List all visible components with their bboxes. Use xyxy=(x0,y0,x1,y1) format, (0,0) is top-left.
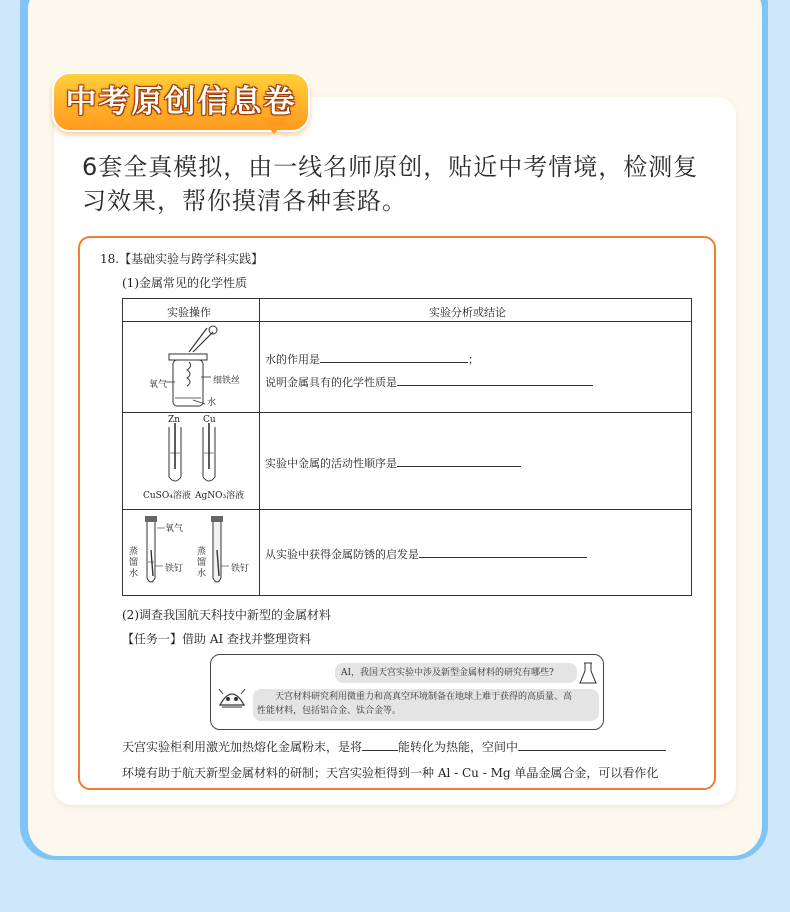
table-column-divider xyxy=(259,299,260,595)
answer-blank[interactable] xyxy=(397,454,521,467)
label-zn: Zn xyxy=(168,415,181,425)
answer-blank[interactable] xyxy=(518,738,666,751)
glass-plate xyxy=(169,354,207,360)
description-line-1: 6套全真模拟，由一线名师原创，贴近中考情境，检测复 xyxy=(82,153,699,181)
description-line-2: 习效果，帮你摸清各种套路。 xyxy=(82,187,407,215)
body-line-1 xyxy=(122,738,666,755)
question-heading: 18.【基础实验与跨学科实践】 xyxy=(100,252,264,266)
exam-paper-sample xyxy=(78,236,716,790)
label-oxygen-2: 氧气 xyxy=(165,524,184,534)
badge-tail xyxy=(260,118,288,134)
description xyxy=(82,150,712,218)
nail-left xyxy=(151,550,153,576)
label-nail-a: 铁钉 xyxy=(165,564,184,574)
robot-icon xyxy=(217,685,247,711)
row1-line1-suffix: ； xyxy=(468,353,479,366)
answer-blank[interactable] xyxy=(419,545,587,558)
row1-line2 xyxy=(265,373,593,390)
row3-line-prefix: 从实验中获得金属防锈的启发是 xyxy=(265,548,419,561)
badge-title: 中考原创信息卷 xyxy=(65,84,297,120)
rust-experiment-diagram xyxy=(123,510,259,594)
row2-line-prefix: 实验中金属的活动性顺序是 xyxy=(265,457,397,470)
label-oxygen: 氧气 xyxy=(149,380,168,390)
label-distilled-water-a: 蒸馏水 xyxy=(129,547,139,579)
label-agno3: AgNO₃溶液 xyxy=(195,491,245,501)
body-line-2: 环境有助于航天新型金属材料的研制；天宫实验柜得到一种 Al - Cu - Mg 单晶金属合金，可以看作化 xyxy=(122,766,659,780)
stopper-left xyxy=(145,516,157,522)
flask-icon xyxy=(579,661,597,685)
task-1-title: 【任务一】借助 AI 查找并整理资料 xyxy=(122,632,312,646)
ai-chat-box xyxy=(210,654,604,730)
label-cuso4: CuSO₄溶液 xyxy=(143,491,191,501)
label-cu: Cu xyxy=(203,415,216,425)
row1-line2-prefix: 说明金属具有的化学性质是 xyxy=(265,376,397,389)
experiment-table xyxy=(122,298,692,596)
part-2-title: (2)调查我国航天科技中新型的金属材料 xyxy=(122,608,331,622)
chat-answer-line-2: 性能材料，包括铝合金、钛合金等。 xyxy=(257,706,402,716)
row1-line1 xyxy=(265,350,479,367)
answer-blank[interactable] xyxy=(362,738,398,751)
answer-blank[interactable] xyxy=(397,373,593,386)
gas-bottle xyxy=(173,360,203,406)
label-water: 水 xyxy=(207,398,217,408)
chat-answer-line-1: 天宫材料研究利用微重力和高真空环境制备在地球上难于获得的高质量、高 xyxy=(275,692,573,702)
answer-blank[interactable] xyxy=(320,350,468,363)
iron-wire-coil xyxy=(187,362,191,386)
body-line-1-part-b: 能转化为热能，空间中 xyxy=(398,740,519,754)
chat-question-bubble: AI，我国天宫实验中涉及新型金属材料的研究有哪些? xyxy=(335,663,577,683)
row3-line xyxy=(265,545,587,562)
part-1-title: (1)金属常见的化学性质 xyxy=(122,276,247,290)
row2-line xyxy=(265,454,521,471)
label-distilled-water-b: 蒸馏水 xyxy=(197,547,207,579)
row1-line1-prefix: 水的作用是 xyxy=(265,353,320,366)
body-line-1-part-a: 天宫实验柜利用激光加热熔化金属粉末，是将 xyxy=(122,740,363,754)
chat-answer-bubble xyxy=(253,689,599,721)
label-nail-b: 铁钉 xyxy=(231,564,250,574)
table-header-analysis: 实验分析或结论 xyxy=(429,306,506,319)
iron-burning-diagram xyxy=(123,322,259,412)
label-iron-wire: 细铁丝 xyxy=(213,376,241,386)
table-header-operation: 实验操作 xyxy=(167,306,211,319)
stopper-right xyxy=(211,516,223,522)
